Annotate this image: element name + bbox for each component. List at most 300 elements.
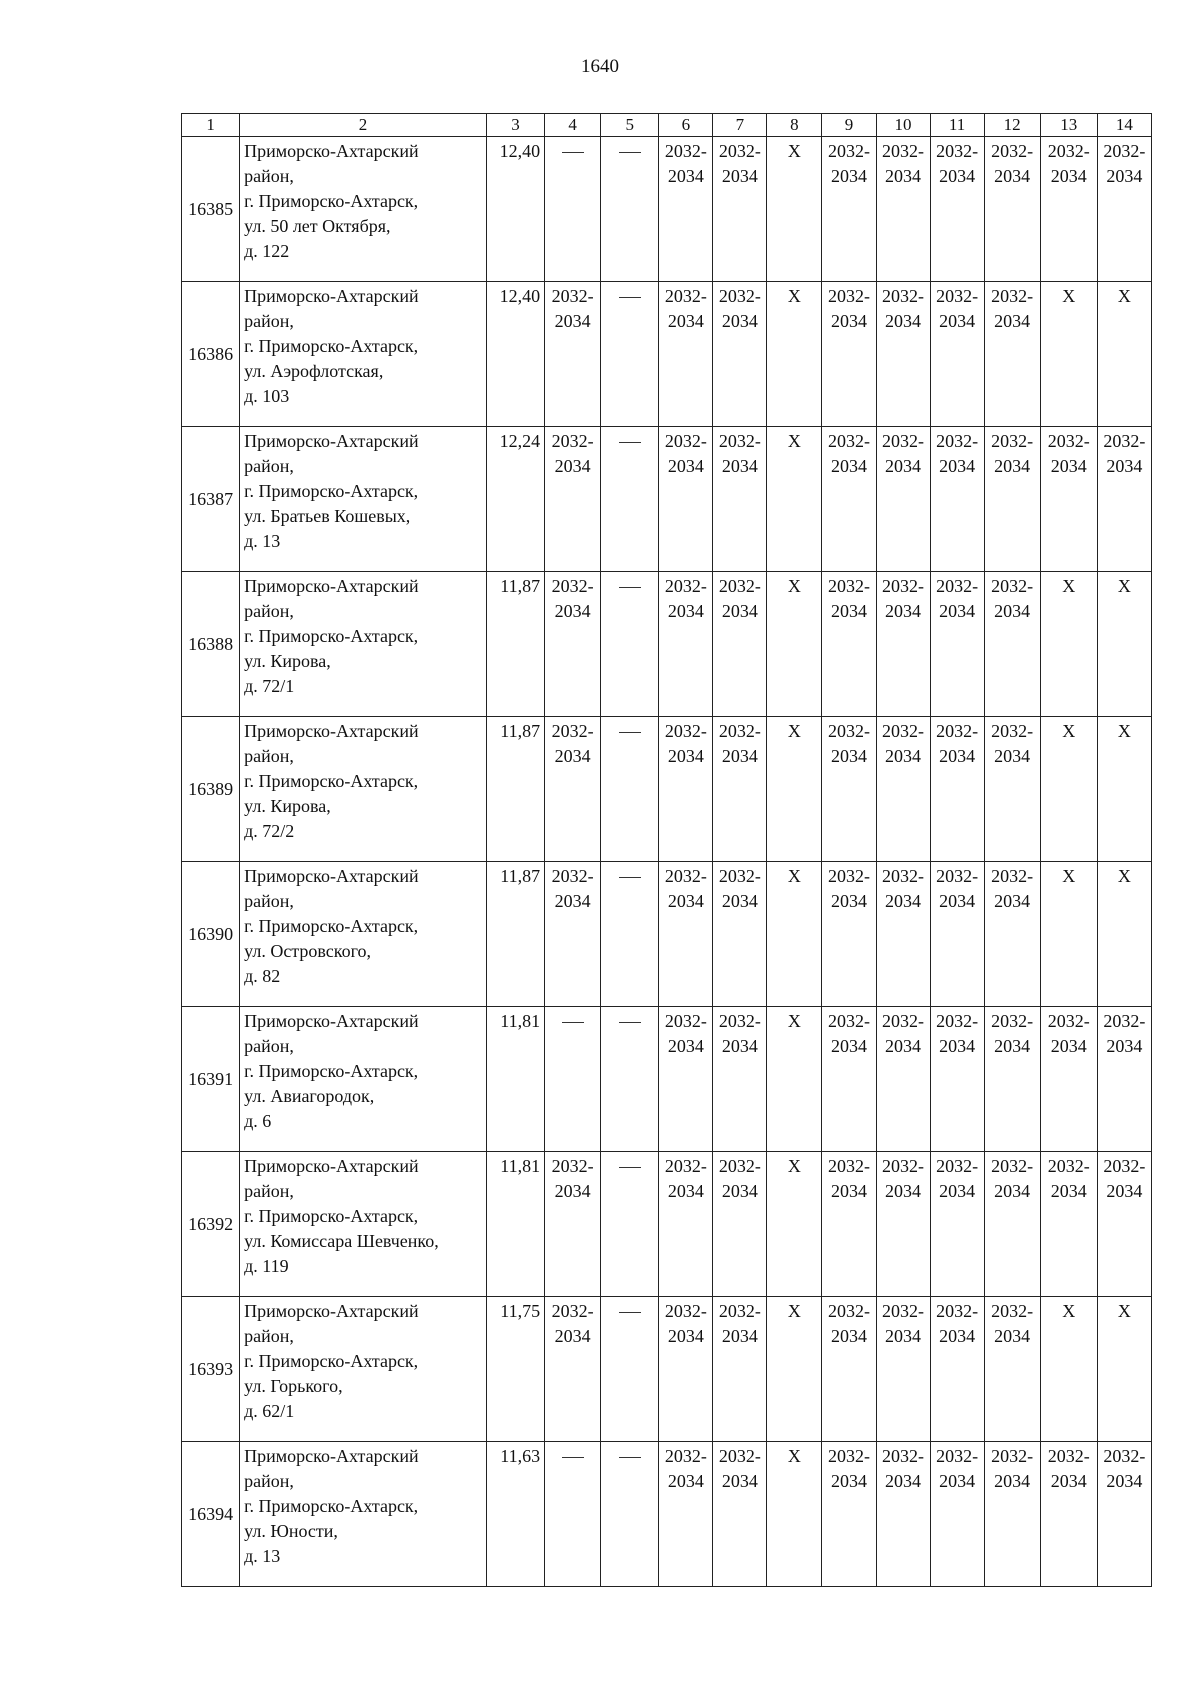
cell-c4: [545, 862, 601, 1007]
table-row: [182, 717, 1152, 862]
cell-value: 2032- 2034: [551, 576, 594, 621]
address-cell: [240, 282, 487, 427]
address-line: Приморско-Ахтарский: [244, 431, 419, 451]
address-line: Приморско-Ахтарский: [244, 286, 419, 306]
address-line: ул. Аэрофлотская,: [244, 361, 384, 381]
address-cell: [240, 1297, 487, 1442]
address-cell: [240, 137, 487, 282]
cell-c8: [767, 1007, 822, 1152]
cell-c4: [545, 1297, 601, 1442]
address-line: район,: [244, 746, 294, 766]
dash-mark: [619, 1167, 641, 1168]
cell-c10: [876, 1442, 930, 1587]
column-header-4: 4: [545, 114, 601, 137]
cell-c13: [1040, 1152, 1097, 1297]
table-row: [182, 1007, 1152, 1152]
cell-value: 2032- 2034: [664, 1301, 707, 1346]
address-cell: [240, 717, 487, 862]
cell-c3: [486, 137, 544, 282]
cell-value: 2032- 2034: [827, 721, 870, 766]
cell-value: 2032- 2034: [1047, 1011, 1090, 1056]
address-line: Приморско-Ахтарский: [244, 1011, 419, 1031]
page-number: 1640: [581, 56, 619, 77]
cell-c11: [930, 1007, 984, 1152]
cell-c9: [822, 572, 876, 717]
cell-value: 2032- 2034: [882, 141, 925, 186]
address-line: ул. Авиагородок,: [244, 1086, 375, 1106]
cell-c3: [486, 427, 544, 572]
row-number: 16389: [182, 717, 240, 862]
cell-value: X: [1062, 576, 1076, 596]
cell-c10: [876, 717, 930, 862]
cell-value: 2032- 2034: [991, 1156, 1034, 1201]
cell-value: 2032- 2034: [718, 576, 761, 621]
cell-value: 2032- 2034: [551, 1156, 594, 1201]
cell-c9: [822, 1152, 876, 1297]
address-line: район,: [244, 1326, 294, 1346]
column-header-11: 11: [930, 114, 984, 137]
column-header-5: 5: [601, 114, 659, 137]
address-line: г. Приморско-Ахтарск,: [244, 1206, 419, 1226]
cell-c5: [601, 1297, 659, 1442]
cell-value: 2032- 2034: [1047, 1446, 1090, 1491]
cell-c8: [767, 572, 822, 717]
cell-value: 2032- 2034: [664, 286, 707, 331]
cell-value: 2032- 2034: [664, 576, 707, 621]
address-line: г. Приморско-Ахтарск,: [244, 916, 419, 936]
cell-c10: [876, 572, 930, 717]
cell-value: 2032- 2034: [936, 1446, 979, 1491]
cell-c4: [545, 427, 601, 572]
cell-c7: [713, 137, 767, 282]
cell-c12: [984, 137, 1040, 282]
cell-c14: [1097, 282, 1151, 427]
cell-value: 2032- 2034: [718, 866, 761, 911]
cell-value: X: [1117, 286, 1131, 306]
cell-value: 2032- 2034: [551, 721, 594, 766]
cell-value: 2032- 2034: [991, 1446, 1034, 1491]
address-line: г. Приморско-Ахтарск,: [244, 191, 419, 211]
cell-c7: [713, 862, 767, 1007]
cell-value: X: [787, 1156, 801, 1176]
address-cell: [240, 427, 487, 572]
cell-value: 2032- 2034: [718, 141, 761, 186]
cell-c5: [601, 572, 659, 717]
cell-value: 2032- 2034: [827, 866, 870, 911]
cell-c11: [930, 862, 984, 1007]
cell-value: X: [1062, 1301, 1076, 1321]
header-row: [182, 114, 1152, 137]
column-header-3: 3: [486, 114, 544, 137]
cell-value: 2032- 2034: [718, 1446, 761, 1491]
address-line: ул. Островского,: [244, 941, 372, 961]
cell-value: 11,75: [500, 1301, 541, 1321]
cell-c6: [659, 862, 713, 1007]
cell-value: 2032- 2034: [718, 1301, 761, 1346]
cell-c4: [545, 1007, 601, 1152]
cell-value: 2032- 2034: [551, 866, 594, 911]
cell-value: 2032- 2034: [1103, 141, 1146, 186]
address-line: д. 6: [244, 1111, 272, 1131]
cell-value: X: [787, 721, 801, 741]
dash-mark: [619, 1022, 641, 1023]
cell-value: 2032- 2034: [827, 1301, 870, 1346]
cell-value: 2032- 2034: [718, 286, 761, 331]
row-number: 16394: [182, 1442, 240, 1587]
column-header-1: 1: [182, 114, 240, 137]
cell-value: 2032- 2034: [936, 141, 979, 186]
cell-c4: [545, 137, 601, 282]
cell-c3: [486, 282, 544, 427]
cell-value: 2032- 2034: [718, 431, 761, 476]
cell-value: 2032- 2034: [1047, 1156, 1090, 1201]
address-line: район,: [244, 1471, 294, 1491]
cell-value: 2032- 2034: [936, 286, 979, 331]
row-number: 16393: [182, 1297, 240, 1442]
cell-value: 2032- 2034: [991, 866, 1034, 911]
cell-c6: [659, 1152, 713, 1297]
cell-c5: [601, 1442, 659, 1587]
row-number: 16391: [182, 1007, 240, 1152]
cell-value: 2032- 2034: [718, 1011, 761, 1056]
cell-value: 11,87: [500, 721, 541, 741]
dash-mark: [562, 152, 584, 153]
cell-value: X: [1062, 721, 1076, 741]
address-line: ул. Кирова,: [244, 796, 331, 816]
cell-c5: [601, 137, 659, 282]
cell-value: X: [787, 1011, 801, 1031]
dash-mark: [619, 152, 641, 153]
cell-c10: [876, 427, 930, 572]
address-line: район,: [244, 601, 294, 621]
dash-mark: [619, 297, 641, 298]
dash-mark: [562, 1457, 584, 1458]
cell-c13: [1040, 862, 1097, 1007]
address-line: Приморско-Ахтарский: [244, 1156, 419, 1176]
cell-value: 2032- 2034: [551, 431, 594, 476]
cell-value: 2032- 2034: [551, 286, 594, 331]
row-number: 16392: [182, 1152, 240, 1297]
cell-c14: [1097, 862, 1151, 1007]
cell-c4: [545, 717, 601, 862]
cell-c7: [713, 1007, 767, 1152]
cell-c13: [1040, 1297, 1097, 1442]
cell-value: X: [787, 576, 801, 596]
cell-value: 2032- 2034: [882, 866, 925, 911]
row-number: 16387: [182, 427, 240, 572]
column-header-10: 10: [876, 114, 930, 137]
cell-value: X: [787, 141, 801, 161]
table-body: [182, 114, 1152, 1587]
cell-c3: [486, 862, 544, 1007]
cell-c8: [767, 717, 822, 862]
cell-c11: [930, 137, 984, 282]
address-line: Приморско-Ахтарский: [244, 866, 419, 886]
column-header-12: 12: [984, 114, 1040, 137]
address-line: ул. Юности,: [244, 1521, 338, 1541]
address-line: Приморско-Ахтарский: [244, 1301, 419, 1321]
cell-value: 2032- 2034: [664, 866, 707, 911]
cell-value: 2032- 2034: [991, 1011, 1034, 1056]
dash-mark: [619, 1312, 641, 1313]
address-line: Приморско-Ахтарский: [244, 1446, 419, 1466]
cell-value: 2032- 2034: [827, 1011, 870, 1056]
cell-value: 2032- 2034: [664, 431, 707, 476]
cell-value: 2032- 2034: [664, 721, 707, 766]
cell-c9: [822, 427, 876, 572]
cell-c12: [984, 1152, 1040, 1297]
cell-c12: [984, 572, 1040, 717]
cell-c9: [822, 1442, 876, 1587]
cell-value: 2032- 2034: [882, 1156, 925, 1201]
cell-c7: [713, 427, 767, 572]
cell-c5: [601, 717, 659, 862]
column-header-13: 13: [1040, 114, 1097, 137]
cell-value: X: [787, 1301, 801, 1321]
cell-value: 2032- 2034: [1103, 431, 1146, 476]
column-header-6: 6: [659, 114, 713, 137]
cell-value: 2032- 2034: [827, 141, 870, 186]
cell-c12: [984, 1442, 1040, 1587]
cell-c10: [876, 1007, 930, 1152]
cell-value: 11,81: [500, 1011, 541, 1031]
cell-c8: [767, 1297, 822, 1442]
cell-c11: [930, 1152, 984, 1297]
row-number: 16390: [182, 862, 240, 1007]
cell-value: 2032- 2034: [936, 866, 979, 911]
cell-c10: [876, 1152, 930, 1297]
cell-c5: [601, 1007, 659, 1152]
cell-c13: [1040, 282, 1097, 427]
address-line: д. 119: [244, 1256, 289, 1276]
cell-c8: [767, 137, 822, 282]
cell-value: 2032- 2034: [991, 431, 1034, 476]
address-line: ул. Кирова,: [244, 651, 331, 671]
cell-value: 2032- 2034: [991, 721, 1034, 766]
cell-value: X: [1062, 286, 1076, 306]
cell-c14: [1097, 137, 1151, 282]
address-line: д. 13: [244, 531, 281, 551]
cell-value: 2032- 2034: [664, 1011, 707, 1056]
cell-value: 11,81: [500, 1156, 541, 1176]
register-table: [181, 113, 1152, 1587]
cell-value: X: [1117, 576, 1131, 596]
dash-mark: [562, 1022, 584, 1023]
cell-c13: [1040, 137, 1097, 282]
cell-c5: [601, 427, 659, 572]
cell-value: 2032- 2034: [882, 721, 925, 766]
cell-c13: [1040, 572, 1097, 717]
cell-c10: [876, 137, 930, 282]
cell-value: 2032- 2034: [882, 1446, 925, 1491]
cell-c7: [713, 1152, 767, 1297]
cell-value: 12,40: [499, 286, 541, 306]
cell-c8: [767, 862, 822, 1007]
column-header-9: 9: [822, 114, 876, 137]
cell-c3: [486, 717, 544, 862]
cell-value: 2032- 2034: [551, 1301, 594, 1346]
cell-value: X: [1117, 866, 1131, 886]
table-row: [182, 1442, 1152, 1587]
cell-value: X: [787, 866, 801, 886]
cell-c6: [659, 1297, 713, 1442]
cell-value: 2032- 2034: [664, 141, 707, 186]
cell-c14: [1097, 572, 1151, 717]
cell-c9: [822, 137, 876, 282]
cell-c5: [601, 1152, 659, 1297]
dash-mark: [619, 1457, 641, 1458]
cell-c7: [713, 717, 767, 862]
row-number: 16388: [182, 572, 240, 717]
cell-value: 2032- 2034: [882, 1011, 925, 1056]
cell-c3: [486, 1152, 544, 1297]
cell-value: 2032- 2034: [827, 431, 870, 476]
cell-c3: [486, 572, 544, 717]
cell-c7: [713, 1442, 767, 1587]
address-line: Приморско-Ахтарский: [244, 141, 419, 161]
cell-value: 2032- 2034: [991, 141, 1034, 186]
cell-c5: [601, 862, 659, 1007]
table-row: [182, 282, 1152, 427]
address-line: ул. Комиссара Шевченко,: [244, 1231, 439, 1251]
column-header-14: 14: [1097, 114, 1151, 137]
cell-c10: [876, 862, 930, 1007]
cell-c12: [984, 427, 1040, 572]
cell-c14: [1097, 717, 1151, 862]
address-line: г. Приморско-Ахтарск,: [244, 336, 419, 356]
cell-c4: [545, 572, 601, 717]
row-number: 16386: [182, 282, 240, 427]
cell-c4: [545, 1442, 601, 1587]
cell-value: 2032- 2034: [1103, 1446, 1146, 1491]
cell-c12: [984, 717, 1040, 862]
cell-c9: [822, 717, 876, 862]
dash-mark: [619, 587, 641, 588]
cell-value: 2032- 2034: [991, 576, 1034, 621]
cell-c3: [486, 1297, 544, 1442]
address-line: г. Приморско-Ахтарск,: [244, 481, 419, 501]
cell-value: 2032- 2034: [718, 1156, 761, 1201]
cell-c8: [767, 1152, 822, 1297]
cell-c6: [659, 137, 713, 282]
cell-value: 2032- 2034: [882, 576, 925, 621]
cell-c6: [659, 717, 713, 862]
address-line: район,: [244, 456, 294, 476]
cell-value: 2032- 2034: [718, 721, 761, 766]
address-line: д. 103: [244, 386, 290, 406]
cell-value: 2032- 2034: [936, 431, 979, 476]
cell-value: 2032- 2034: [827, 1156, 870, 1201]
address-cell: [240, 862, 487, 1007]
cell-c10: [876, 1297, 930, 1442]
cell-value: 2032- 2034: [882, 431, 925, 476]
cell-c11: [930, 1442, 984, 1587]
column-header-7: 7: [713, 114, 767, 137]
cell-value: X: [1062, 866, 1076, 886]
cell-value: 2032- 2034: [664, 1156, 707, 1201]
cell-c4: [545, 282, 601, 427]
address-line: д. 82: [244, 966, 281, 986]
cell-c7: [713, 1297, 767, 1442]
address-line: д. 122: [244, 241, 290, 261]
cell-c12: [984, 862, 1040, 1007]
column-header-8: 8: [767, 114, 822, 137]
cell-value: X: [787, 286, 801, 306]
cell-value: 2032- 2034: [1103, 1011, 1146, 1056]
cell-value: 11,63: [500, 1446, 541, 1466]
dash-mark: [619, 442, 641, 443]
cell-c11: [930, 1297, 984, 1442]
table-row: [182, 862, 1152, 1007]
cell-c14: [1097, 1442, 1151, 1587]
cell-c7: [713, 282, 767, 427]
cell-value: 2032- 2034: [882, 1301, 925, 1346]
address-cell: [240, 1007, 487, 1152]
cell-value: 2032- 2034: [991, 286, 1034, 331]
table-row: [182, 137, 1152, 282]
address-cell: [240, 1152, 487, 1297]
cell-value: 2032- 2034: [1047, 431, 1090, 476]
cell-c8: [767, 1442, 822, 1587]
address-line: район,: [244, 1036, 294, 1056]
address-cell: [240, 1442, 487, 1587]
cell-c12: [984, 1297, 1040, 1442]
cell-value: 2032- 2034: [827, 286, 870, 331]
cell-c14: [1097, 1007, 1151, 1152]
cell-c11: [930, 717, 984, 862]
cell-c11: [930, 282, 984, 427]
cell-value: 2032- 2034: [936, 1156, 979, 1201]
cell-c12: [984, 1007, 1040, 1152]
cell-value: 12,24: [499, 431, 541, 451]
address-line: д. 13: [244, 1546, 281, 1566]
column-header-2: 2: [240, 114, 487, 137]
cell-value: 2032- 2034: [936, 1011, 979, 1056]
address-line: г. Приморско-Ахтарск,: [244, 1351, 419, 1371]
address-line: д. 72/2: [244, 821, 295, 841]
cell-value: X: [787, 431, 801, 451]
dash-mark: [619, 732, 641, 733]
cell-value: 2032- 2034: [827, 1446, 870, 1491]
cell-c3: [486, 1442, 544, 1587]
cell-c7: [713, 572, 767, 717]
address-line: район,: [244, 166, 294, 186]
cell-c14: [1097, 1152, 1151, 1297]
cell-c6: [659, 1007, 713, 1152]
cell-c8: [767, 282, 822, 427]
dash-mark: [619, 877, 641, 878]
cell-value: 2032- 2034: [882, 286, 925, 331]
address-line: г. Приморско-Ахтарск,: [244, 1061, 419, 1081]
cell-c13: [1040, 1442, 1097, 1587]
cell-value: 2032- 2034: [1103, 1156, 1146, 1201]
address-line: ул. Горького,: [244, 1376, 343, 1396]
address-line: г. Приморско-Ахтарск,: [244, 626, 419, 646]
address-line: ул. Братьев Кошевых,: [244, 506, 411, 526]
cell-value: X: [1117, 1301, 1131, 1321]
cell-value: 2032- 2034: [991, 1301, 1034, 1346]
address-line: район,: [244, 891, 294, 911]
cell-value: X: [1117, 721, 1131, 741]
cell-value: 2032- 2034: [664, 1446, 707, 1491]
cell-value: 11,87: [500, 866, 541, 886]
cell-c9: [822, 1007, 876, 1152]
cell-c9: [822, 1297, 876, 1442]
row-number: 16385: [182, 137, 240, 282]
cell-c10: [876, 282, 930, 427]
address-line: г. Приморско-Ахтарск,: [244, 771, 419, 791]
address-line: г. Приморско-Ахтарск,: [244, 1496, 419, 1516]
